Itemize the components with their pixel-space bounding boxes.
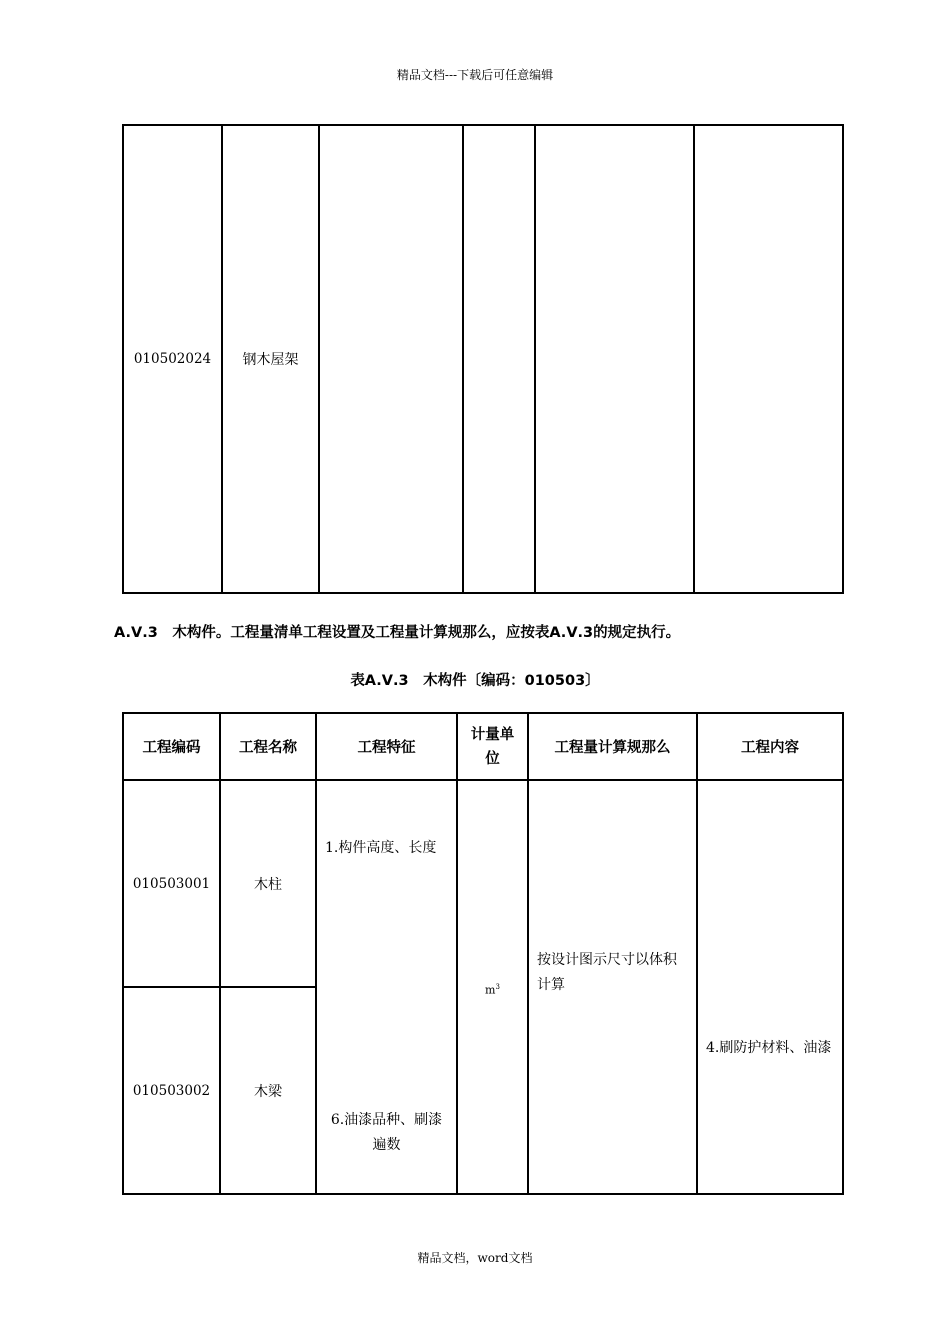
wood-components-table: [122, 712, 844, 1195]
header-content: 工程内容: [697, 713, 843, 780]
row-name: 木梁: [220, 987, 316, 1194]
page-footer: 精品文档，word文档: [417, 1251, 533, 1265]
content-cell: [697, 780, 843, 1194]
features-top: 1.构件高度、长度: [325, 840, 437, 856]
row-code: 010503001: [123, 780, 220, 987]
unit-cell: [457, 780, 528, 1194]
empty-cell: [694, 125, 843, 593]
rule-cell: [528, 780, 697, 1194]
rule-text: 按设计图示尺寸以体积计算: [537, 952, 677, 993]
features-bottom: 6.油漆品种、刷漆遍数: [330, 1112, 443, 1153]
empty-cell: [535, 125, 694, 593]
header-features: 工程特征: [316, 713, 457, 780]
unit-value: $m^3$: [485, 983, 500, 997]
empty-cell: [463, 125, 535, 593]
section-paragraph: A.Ⅴ.3 木构件。工程量清单工程设置及工程量计算规那么，应按表A.Ⅴ.3的规定执行。: [114, 625, 681, 641]
header-name: 工程名称: [220, 713, 316, 780]
features-cell: [316, 780, 457, 1194]
continued-table: [122, 124, 844, 594]
row-code: 010503002: [123, 987, 220, 1194]
header-rule: 工程量计算规那么: [528, 713, 697, 780]
page-header: 精品文档---下载后可任意编辑: [396, 68, 554, 82]
item-name-cell: 钢木屋架: [222, 125, 319, 593]
content-text: 4.刷防护材料、油漆: [706, 1039, 832, 1056]
table-caption: 表A.Ⅴ.3 木构件〔编码：010503〕: [350, 673, 600, 689]
row-name: 木柱: [220, 780, 316, 987]
header-unit: 计量单位: [457, 713, 528, 780]
item-code-cell: 010502024: [123, 125, 222, 593]
header-code: 工程编码: [123, 713, 220, 780]
empty-cell: [319, 125, 463, 593]
